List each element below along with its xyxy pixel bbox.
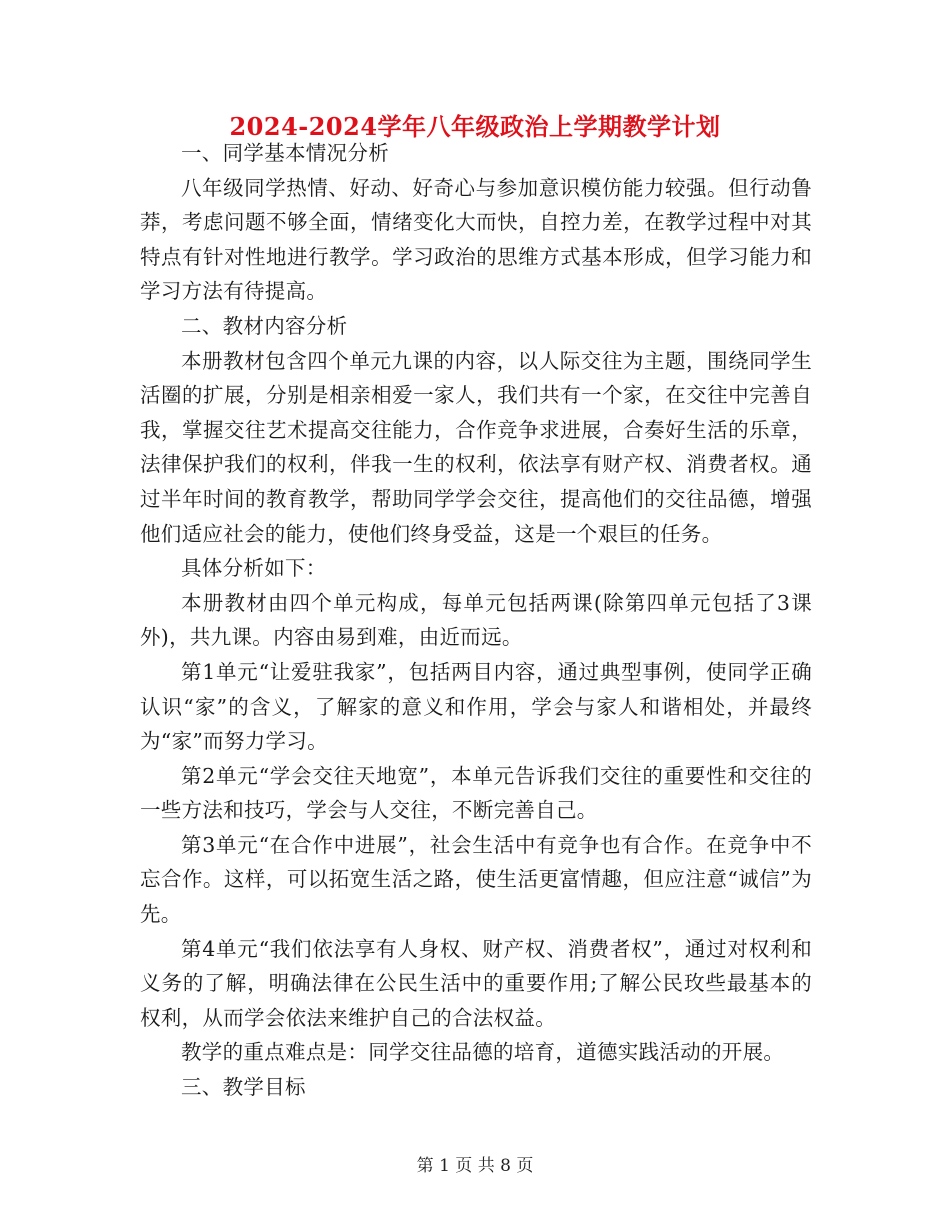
section-heading-3: 三、教学目标 bbox=[181, 1075, 306, 1100]
paragraph-analysis-intro: 具体分析如下： bbox=[181, 556, 327, 581]
section-heading-2: 二、教材内容分析 bbox=[181, 313, 348, 338]
paragraph-unit-1: 第1单元“让爱驻我家”，包括两目内容，通过典型事例，使同学正确认识“家”的含义，了解家的意义和作用，学会与家人和谐相处，并最终为“家”而努力学习。 bbox=[140, 659, 812, 754]
document-body bbox=[140, 136, 812, 1105]
paragraph-structure: 本册教材由四个单元构成，每单元包括两课(除第四单元包括了3课外)，共九课。内容由易到难，由近而远。 bbox=[140, 590, 812, 650]
paragraph-unit-4: 第4单元“我们依法享有人身权、财产权、消费者权”，通过对权利和义务的了解，明确法律在公民生活中的重要作用;了解公民玫些最基本的权利，从而学会依法来维护自己的合法权益。 bbox=[140, 936, 812, 1030]
paragraph-student-analysis: 八年级同学热情、好动、好奇心与参加意识模仿能力较强。但行动鲁莽，考虑问题不够全面，情绪变化大而快，自控力差，在教学过程中对其特点有针对性地进行教学。学习政治的思维方式基本形成，但学习能力和学习方法有待提高。 bbox=[140, 175, 812, 304]
section-heading-1: 一、同学基本情况分析 bbox=[181, 141, 389, 165]
page-number-footer: 第 1 页 共 8 页 bbox=[416, 1156, 534, 1176]
paragraph-textbook-overview: 本册教材包含四个单元九课的内容，以人际交往为主题，围绕同学生活圈的扩展，分别是相亲相爱一家人，我们共有一个家，在交往中完善自我，掌握交往艺术提高交往能力，合作竞争求进展，合奏好生活的乐章，法律保护我们的权利，伴我一生的权利，依法享有财产权、消费者权。通过半年时间的教育教学，帮助同学学会交往，提高他们的交往品德，增强他们适应社会的能力，使他们终身受益，这是一个艰巨的任务。 bbox=[140, 348, 812, 546]
paragraph-unit-3: 第3单元“在合作中进展”，社会生活中有竞争也有合作。在竞争中不忘合作。这样，可以拓宽生活之路，使生活更富情趣，但应注意“诚信”为先。 bbox=[140, 832, 812, 927]
paragraph-key-points: 教学的重点难点是：同学交往品德的培育，道德实践活动的开展。 bbox=[181, 1040, 785, 1065]
document-title: 2024-2024学年八年级政治上学期教学计划 bbox=[229, 112, 721, 141]
paragraph-unit-2: 第2单元“学会交往天地宽”，本单元告诉我们交往的重要性和交往的一些方法和技巧，学会与人交往，不断完善自己。 bbox=[140, 763, 812, 823]
